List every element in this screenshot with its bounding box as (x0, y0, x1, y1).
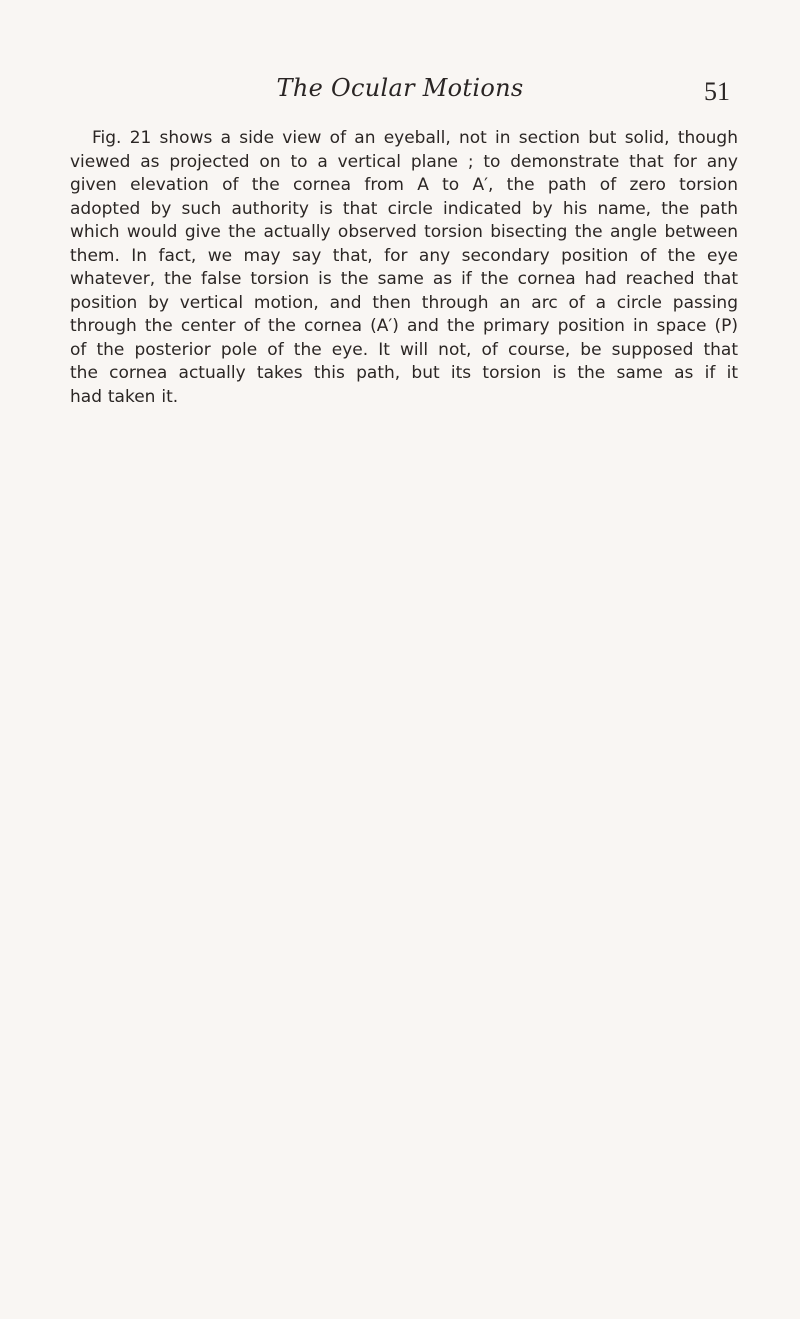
text-line: viewed as projected on to a vertical plane ; to demonstrate that for any (70, 151, 738, 172)
text-line: the cornea actually takes this path, but its torsion is the same as if it (70, 363, 738, 383)
page-number: 51 (704, 77, 730, 106)
text-line: which would give the actually observed torsion bisecting the angle between (70, 222, 738, 242)
text-line: position by vertical motion, and then through an arc of a circle passing (70, 292, 738, 313)
running-head (0, 74, 800, 114)
text-line: adopted by such authority is that circle indicated by his name, the path (70, 198, 738, 219)
text-line: whatever, the false torsion is the same as if the cornea had reached that (70, 269, 738, 289)
body-paragraph (70, 127, 738, 409)
running-title: The Ocular Motions (276, 74, 524, 102)
text-line: through the center of the cornea (A′) and the primary position in space (P) (70, 316, 738, 336)
text-line: given elevation of the cornea from A to A′, the path of zero torsion (70, 175, 738, 195)
text-line: had taken it. (70, 386, 179, 407)
text-line: Fig. 21 shows a side view of an eyeball, not in section but solid, though (92, 128, 738, 148)
text-line: them. In fact, we may say that, for any secondary position of the eye (70, 245, 738, 266)
text-line: of the posterior pole of the eye. It will not, of course, be supposed that (70, 339, 738, 360)
